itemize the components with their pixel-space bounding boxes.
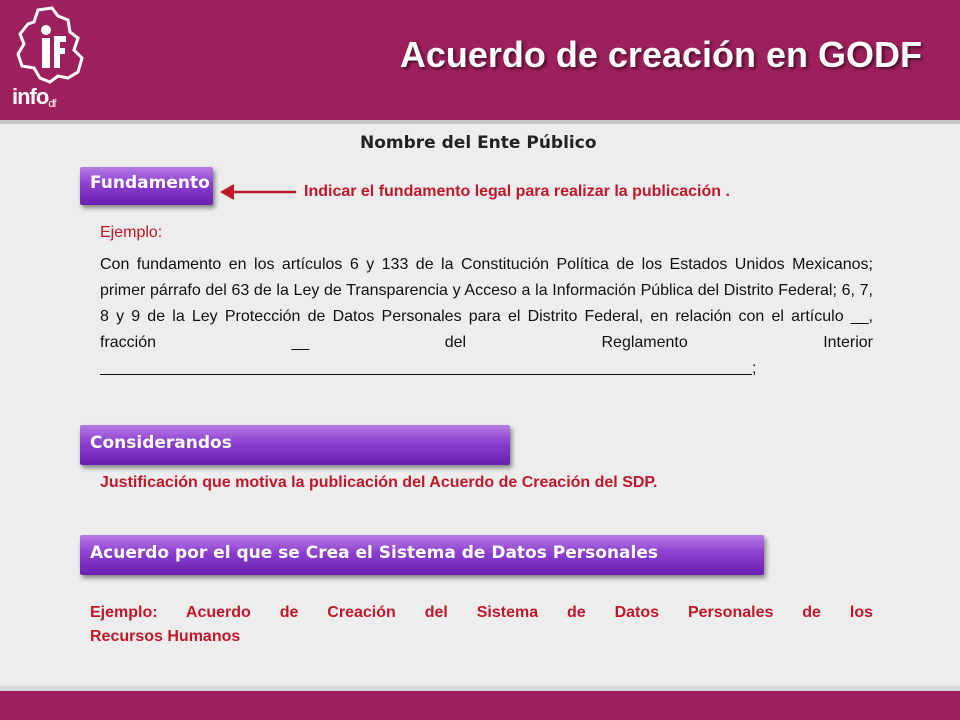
header-bar [0,0,960,124]
footer-divider [0,686,960,691]
acuerdo-label: Acuerdo por el que se Crea el Sistema de Datos Personales [80,535,764,575]
considerandos-text: Justificación que motiva la publicación del Acuerdo de Creación del SDP. [100,474,658,491]
fundamento-example-text [100,252,873,382]
blank-fill-line [100,358,752,375]
fundamento-instruction: Indicar el fundamento legal para realizar la publicación . [304,183,730,200]
logo-wordmark: infodf [12,84,56,110]
acuerdo-example-text [90,601,873,649]
fundamento-label: Fundamento [80,167,213,205]
example-label: Ejemplo: [100,224,163,241]
page-title: Acuerdo de creación en GODF [399,34,922,75]
arrow-left-icon [218,180,298,204]
ente-publico-heading: Nombre del Ente Público [360,133,597,153]
acuerdo-example-line1: Ejemplo: Acuerdo de Creación del Sistema de Datos Personales de los [90,604,873,621]
acuerdo-example-line2: Recursos Humanos [90,628,241,645]
fundamento-example-end: ; [752,360,757,377]
fundamento-example-body: Con fundamento en los artículos 6 y 133 de la Constitución Política de los Estados Unidos Mexicanos; primer párrafo del 63 de la Ley de Transparencia y Acceso a la Información Pública del Distrito Federal; 6, 7, 8 y 9 de la Ley Protección de Datos Personales para el Distrito Federal, en relación con el artículo __, fracción __ del Reglamento Interior [100,256,873,351]
considerandos-label: Considerandos [80,425,510,465]
